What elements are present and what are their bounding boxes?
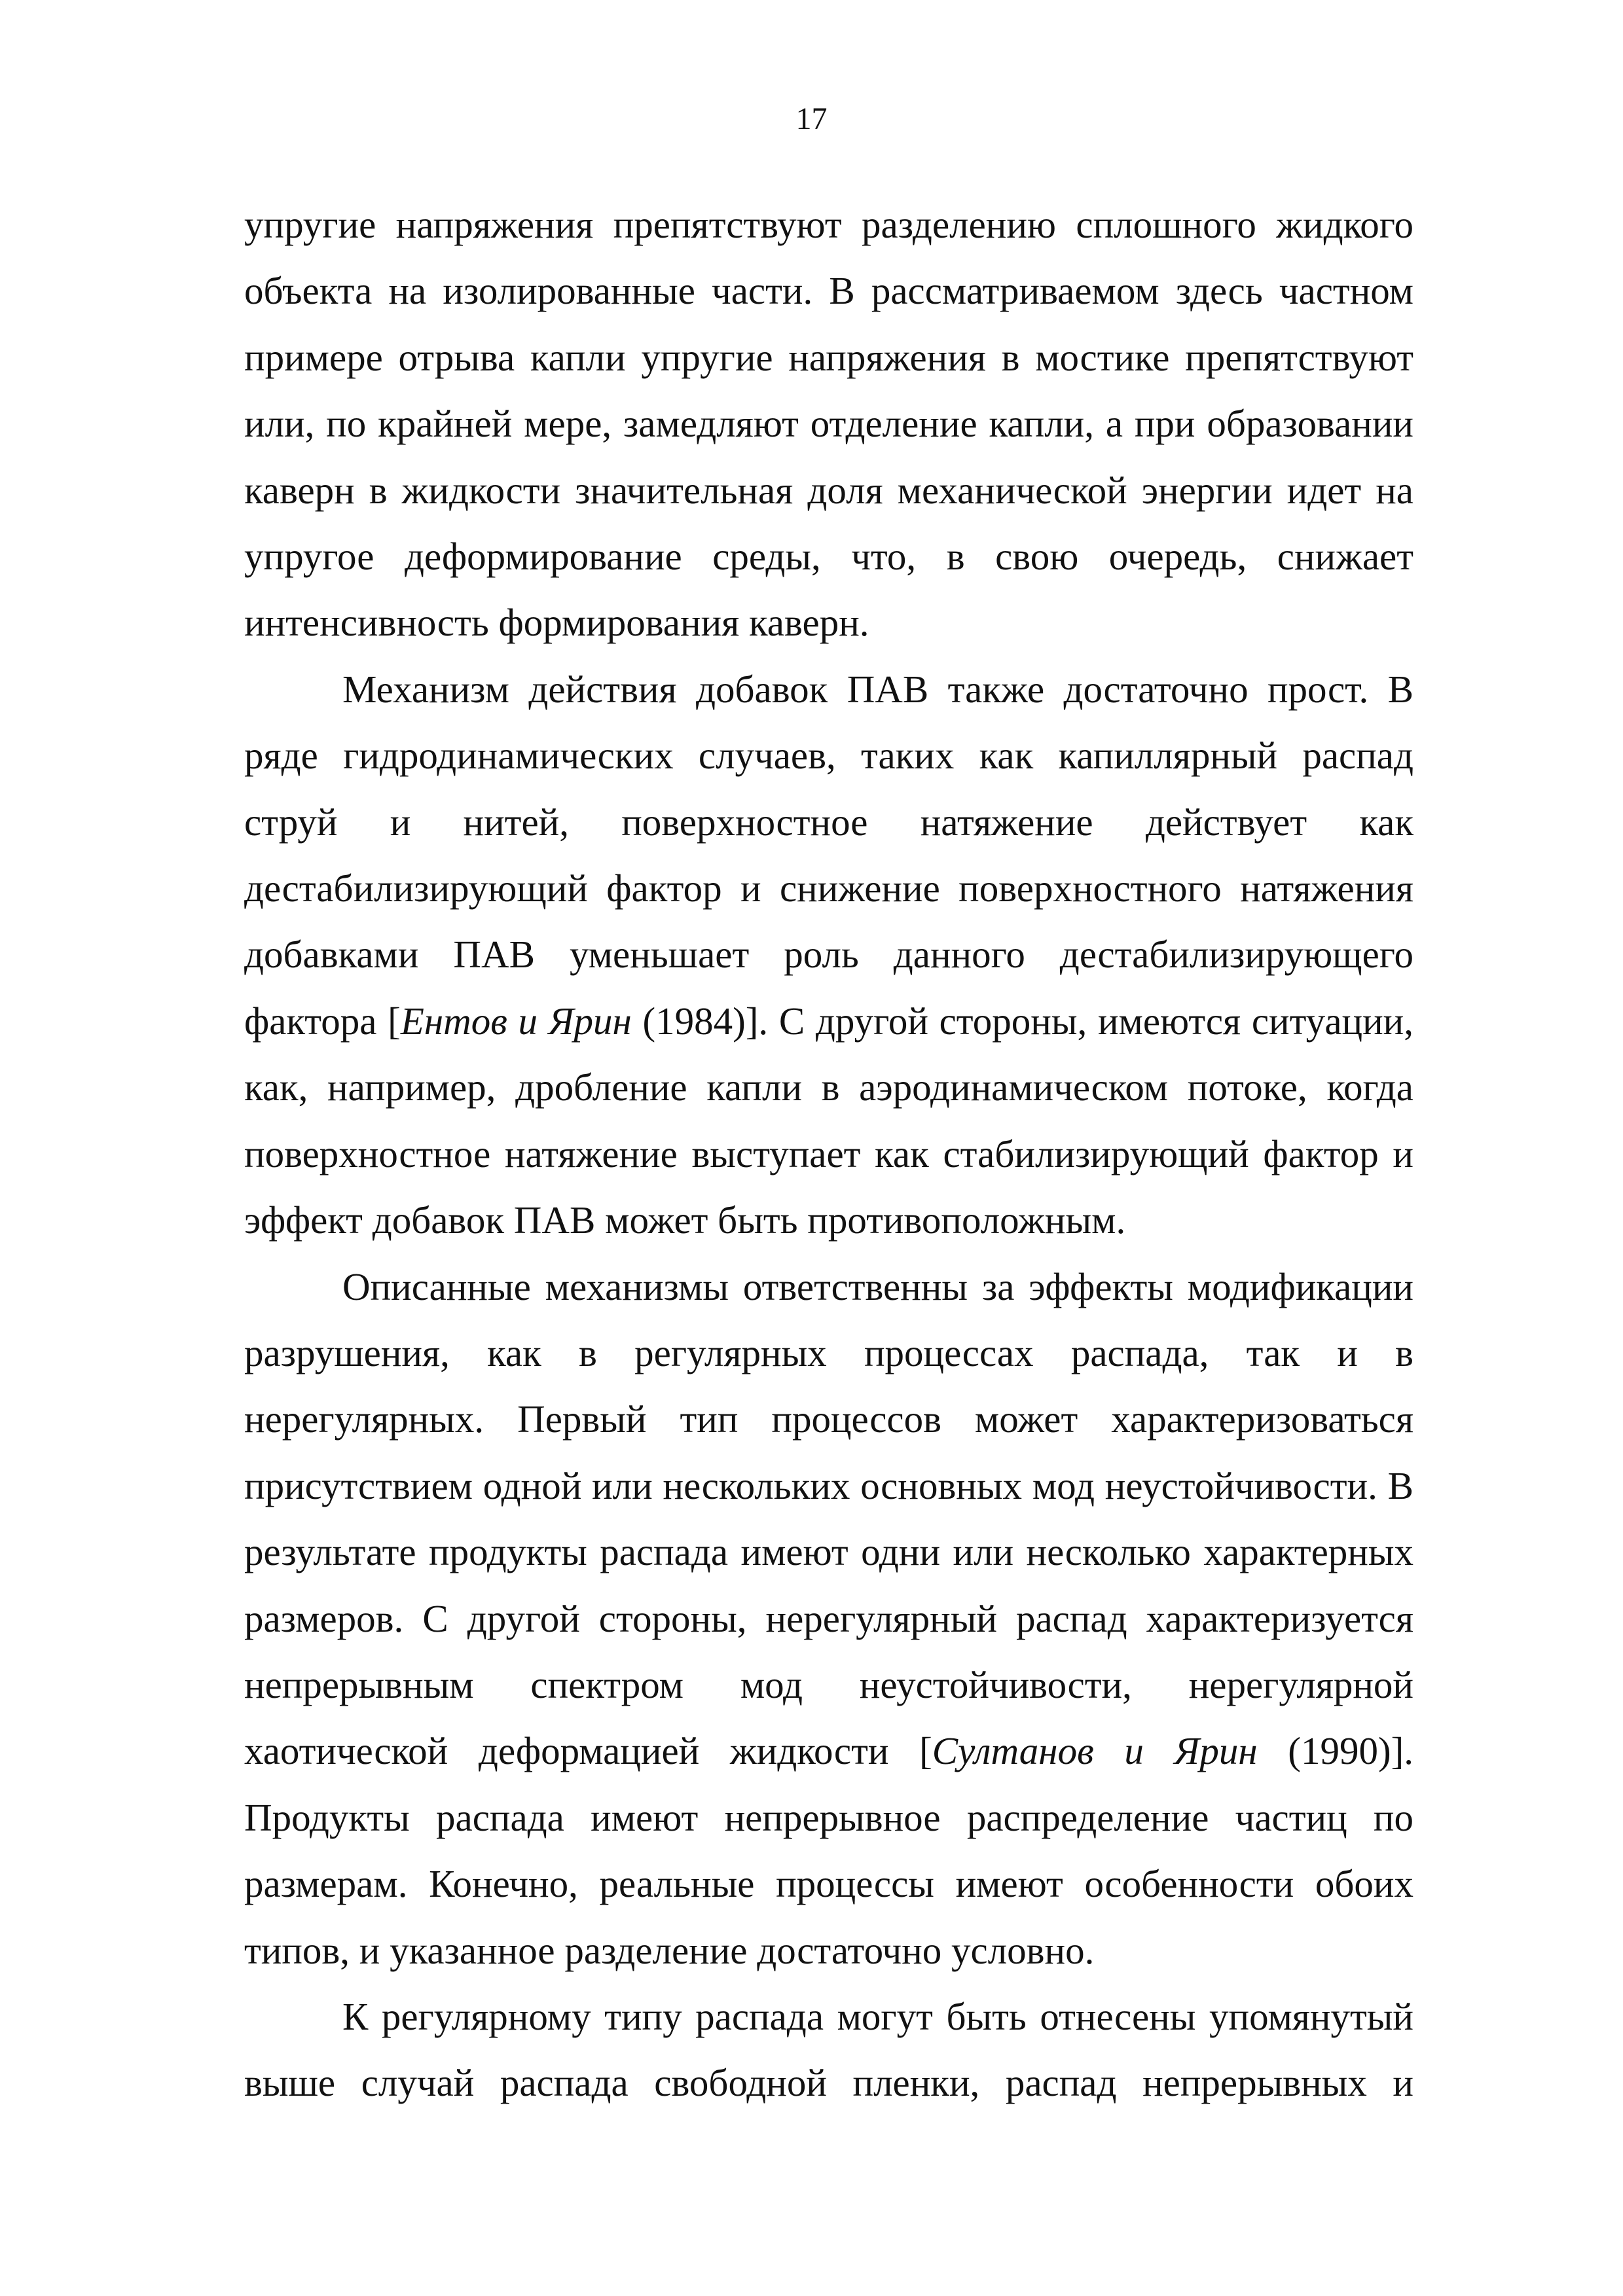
page-number: 17 [795, 101, 828, 136]
citation-authors: Ентов и Ярин [400, 999, 632, 1043]
paragraph-text: Механизм действия добавок ПАВ также достаточно прост. В ряде гидродинамических случаев, таких как капиллярный распад струй и нитей, поверхностное натяжение действует как дестабилизирующий фактор и снижение поверхностного натяжения добавками ПАВ уменьшает роль данного дестабилизирующего фактора [ [244, 667, 1413, 1043]
paragraph-text: Описанные механизмы ответственны за эффекты модификации разрушения, как в регулярных процессах распада, так и в нерегулярных. Первый тип процессов может характеризоваться присутствием одной или нескольких основных мод неустойчивости. В результате продукты распада имеют одни или несколько характерных размеров. С другой стороны, нерегулярный распад характеризуется непрерывным спектром мод неустойчивости, нерегулярной хаотической деформацией жидкости [ [244, 1265, 1413, 1773]
paragraph-text: (1990)]. Продукты распада имеют непрерывное распределение частиц по размерам. Конечно, реальные процессы имеют особенности обоих типов, и указанное разделение достаточно условно. [244, 1729, 1413, 1972]
document-body [244, 192, 1413, 2117]
citation-authors: Султанов и Ярин [932, 1729, 1258, 1773]
paragraph-regular-breakup: К регулярному типу распада могут быть отнесены упомянутый выше случай распада свободной пленки, распад непрерывных и [244, 1994, 1413, 2105]
paragraph-surfactant-mechanism [244, 656, 1413, 1254]
paragraph-breakup-types [244, 1254, 1413, 1984]
paragraph-elastic-stresses: упругие напряжения препятствуют разделению сплошного жидкого объекта на изолированные части. В рассматриваемом здесь частном примере отрыва капли упругие напряжения в мостике препятствуют или, по крайней мере, замедляют отделение капли, а при образовании каверн в жидкости значительная доля механической энергии идет на упругое деформирование среды, что, в свою очередь, снижает интенсивность формирования каверн. [244, 203, 1413, 645]
paragraph-text: (1984)]. С другой стороны, имеются ситуации, как, например, дробление капли в аэродинамическом потоке, когда поверхностное натяжение выступает как стабилизирующий фактор и эффект добавок ПАВ может быть противоположным. [244, 999, 1413, 1242]
